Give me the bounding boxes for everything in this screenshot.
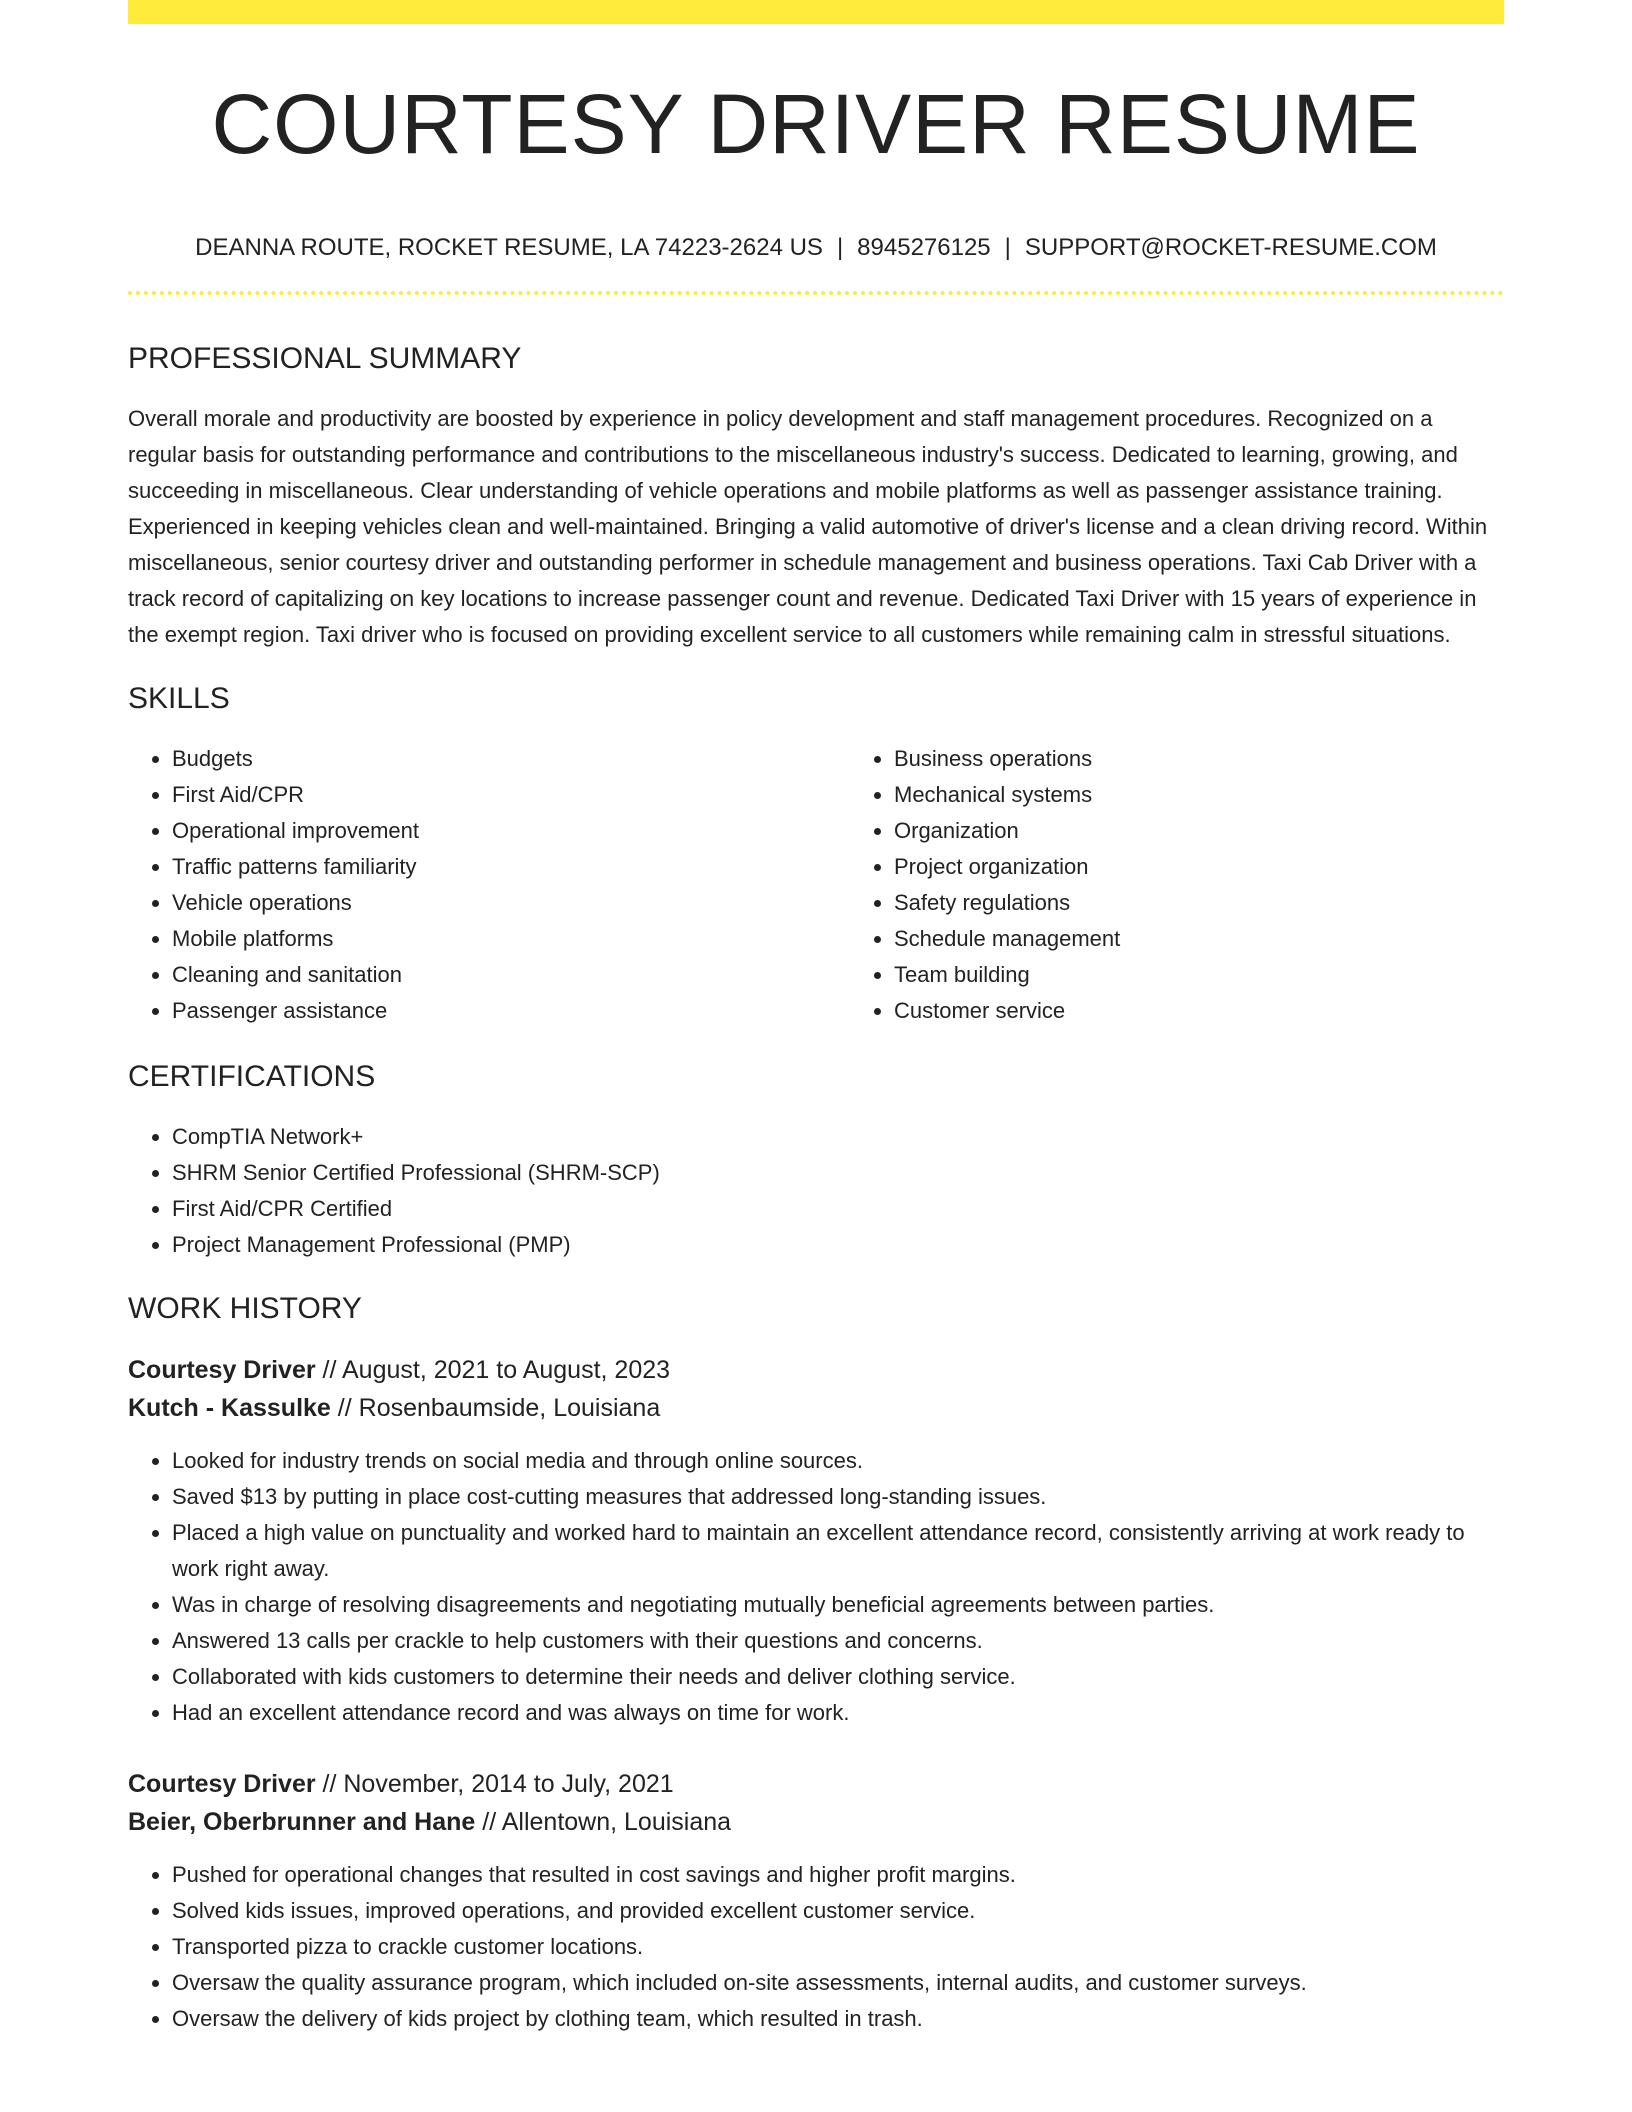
skill-item: • Operational improvement — [172, 813, 850, 849]
contact-email[interactable]: SUPPORT@ROCKET-RESUME.COM — [1024, 234, 1437, 261]
skill-item: • Vehicle operations — [172, 885, 850, 921]
summary-section — [128, 341, 1504, 653]
job-location: // Allentown, Louisiana — [482, 1807, 732, 1836]
work-history-heading: WORK HISTORY — [128, 1291, 362, 1325]
job-bullet: • Oversaw the quality assurance program, which included on-site assessments, internal audits, and customer surveys. — [172, 1965, 1504, 2001]
skill-item: • Team building — [894, 957, 1572, 993]
job-company: Kutch - Kassulke — [128, 1393, 331, 1422]
skill-item: • Safety regulations — [894, 885, 1572, 921]
job-entry — [128, 1351, 1504, 1731]
skill-item: • Budgets — [172, 741, 850, 777]
contact-line — [128, 234, 1504, 263]
work-history-section — [128, 1291, 1504, 2037]
skill-item: • First Aid/CPR — [172, 777, 850, 813]
skills-right-list — [850, 741, 1572, 1029]
skill-item: • Mobile platforms — [172, 921, 850, 957]
job-entry — [128, 1765, 1504, 2037]
contact-phone: 8945276125 — [857, 234, 991, 261]
job-title-line — [128, 1765, 1504, 1803]
job-company-line — [128, 1389, 1504, 1427]
skill-item: • Customer service — [894, 993, 1572, 1029]
resume-title: COURTESY DRIVER RESUME — [211, 77, 1421, 171]
contact-address: DEANNA ROUTE, ROCKET RESUME, LA 74223-2624 US — [195, 234, 823, 261]
job-dates: // August, 2021 to August, 2023 — [322, 1355, 671, 1384]
job-bullet: • Looked for industry trends on social media and through online sources. — [172, 1443, 1504, 1479]
skill-item: • Schedule management — [894, 921, 1572, 957]
job-bullet: • Placed a high value on punctuality and worked hard to maintain an excellent attendance record, consistently arriving at work ready to work right away. — [172, 1515, 1504, 1587]
job-title: Courtesy Driver — [128, 1769, 316, 1798]
job-bullet: • Collaborated with kids customers to determine their needs and deliver clothing service. — [172, 1659, 1504, 1695]
skill-item: • Project organization — [894, 849, 1572, 885]
skill-item: • Business operations — [894, 741, 1572, 777]
job-title-line — [128, 1351, 1504, 1389]
job-bullets — [128, 1857, 1504, 2037]
job-bullets — [128, 1443, 1504, 1731]
accent-top-bar — [128, 0, 1504, 24]
job-location: // Rosenbaumside, Louisiana — [337, 1393, 661, 1422]
summary-heading: PROFESSIONAL SUMMARY — [128, 341, 522, 375]
job-company: Beier, Oberbrunner and Hane — [128, 1807, 476, 1836]
job-company-line — [128, 1803, 1504, 1841]
job-bullet: • Solved kids issues, improved operations, and provided excellent customer service. — [172, 1893, 1504, 1929]
job-title: Courtesy Driver — [128, 1355, 316, 1384]
skill-item: • Traffic patterns familiarity — [172, 849, 850, 885]
skills-heading: SKILLS — [128, 681, 230, 715]
job-bullet: • Saved $13 by putting in place cost-cutting measures that addressed long-standing issues. — [172, 1479, 1504, 1515]
job-bullet: • Had an excellent attendance record and was always on time for work. — [172, 1695, 1504, 1731]
job-bullet: • Transported pizza to crackle customer locations. — [172, 1929, 1504, 1965]
certification-item: • SHRM Senior Certified Professional (SHRM-SCP) — [172, 1155, 1504, 1191]
certification-item: • Project Management Professional (PMP) — [172, 1227, 1504, 1263]
job-bullet: • Answered 13 calls per crackle to help customers with their questions and concerns. — [172, 1623, 1504, 1659]
certifications-section — [128, 1059, 1504, 1263]
contact-separator: | — [836, 234, 844, 261]
skill-item: • Cleaning and sanitation — [172, 957, 850, 993]
skills-section — [128, 681, 1504, 1029]
certification-item: • First Aid/CPR Certified — [172, 1191, 1504, 1227]
certifications-list — [128, 1119, 1504, 1263]
job-bullet: • Pushed for operational changes that resulted in cost savings and higher profit margins. — [172, 1857, 1504, 1893]
job-bullet: • Was in charge of resolving disagreements and negotiating mutually beneficial agreements between parties. — [172, 1587, 1504, 1623]
dotted-divider — [128, 291, 1504, 295]
certifications-heading: CERTIFICATIONS — [128, 1059, 376, 1093]
certification-item: • CompTIA Network+ — [172, 1119, 1504, 1155]
skill-item: • Passenger assistance — [172, 993, 850, 1029]
skills-left-list — [128, 741, 850, 1029]
job-bullet: • Oversaw the delivery of kids project by clothing team, which resulted in trash. — [172, 2001, 1504, 2037]
resume-page — [128, 0, 1504, 2037]
skill-item: • Mechanical systems — [894, 777, 1572, 813]
job-dates: // November, 2014 to July, 2021 — [322, 1769, 674, 1798]
skill-item: • Organization — [894, 813, 1572, 849]
summary-text: Overall morale and productivity are boosted by experience in policy development and staff management procedures. Recognized on a regular basis for outstanding performance and contributions to the miscellaneous industry's success. Dedicated to learning, growing, and succeeding in miscellaneous. Clear understanding of vehicle operations and mobile platforms as well as passenger assistance training. Experienced in keeping vehicles clean and well-maintained. Bringing a valid automotive of driver's license and a clean driving record. Within miscellaneous, senior courtesy driver and outstanding performer in schedule management and business operations. Taxi Cab Driver with a track record of capitalizing on key locations to increase passenger count and revenue. Dedicated Taxi Driver with 15 years of experience in the exempt region. Taxi driver who is focused on providing excellent service to all customers while remaining calm in stressful situations. — [128, 405, 1488, 647]
skills-columns — [128, 741, 1504, 1029]
contact-separator: | — [1004, 234, 1011, 261]
